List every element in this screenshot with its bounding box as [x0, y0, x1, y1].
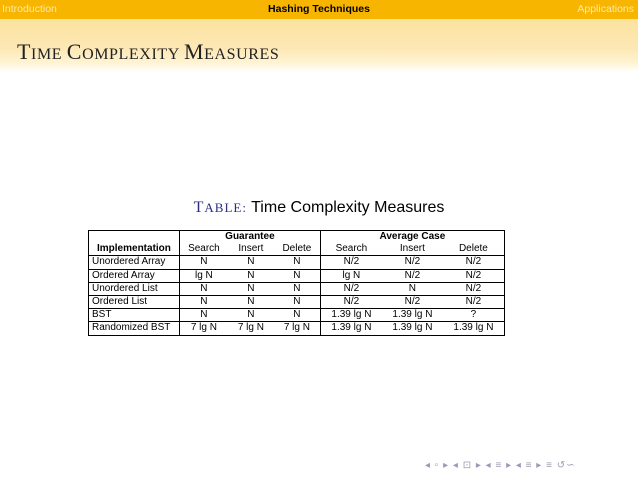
table-cell: N/2: [443, 282, 505, 295]
table-cell: N: [274, 309, 321, 322]
caption-text: Time Complexity Measures: [251, 199, 445, 216]
table-row: [89, 295, 505, 308]
row-label: Ordered Array: [89, 269, 180, 282]
complexity-table: [88, 230, 505, 336]
group-average: Average Case: [320, 231, 504, 244]
table-cell: N/2: [443, 269, 505, 282]
table-cell: lg N: [342, 269, 361, 281]
table-cell: N: [274, 269, 321, 282]
table-row: [89, 256, 505, 269]
table-row: [89, 322, 505, 335]
table-cell: N: [274, 282, 321, 295]
table-cell: 7 lg N: [274, 322, 321, 335]
table-cell: N/2: [343, 296, 360, 308]
table-cell: N: [274, 256, 321, 269]
frame-title-bar: [0, 19, 638, 72]
corner-cell: [89, 231, 180, 244]
table-cell: 1.39 lg N: [331, 309, 372, 321]
table-row: [89, 282, 505, 295]
table-cell: N: [247, 296, 255, 308]
table-cell: lg N: [195, 269, 213, 281]
table-row: [89, 269, 505, 282]
col-header: Insert: [238, 243, 264, 255]
col-header: Delete: [443, 243, 505, 256]
table-cell: N: [200, 296, 208, 308]
table-cell: 1.39 lg N: [392, 309, 433, 321]
nav-current-section[interactable]: Hashing Techniques: [268, 3, 370, 15]
table-cell: N/2: [404, 296, 421, 308]
row-label: Unordered List: [89, 282, 180, 295]
table-cell: 1.39 lg N: [331, 322, 372, 334]
table-cell: N: [247, 269, 255, 281]
group-guarantee: Guarantee: [179, 231, 320, 244]
caption-label: TABLE:: [193, 199, 247, 216]
table-cell: N: [200, 256, 208, 268]
table-cell: N/2: [404, 269, 421, 281]
table-cell: N: [200, 309, 208, 321]
col-header: Search: [335, 243, 368, 255]
row-label: Unordered Array: [89, 256, 180, 269]
table-cell: N: [247, 256, 255, 268]
table-row: [89, 309, 505, 322]
beamer-navigation-controls[interactable]: ◂ ▫ ▸ ◂ ⊡ ▸ ◂ ≡ ▸ ◂ ≡ ▸ ≡ ↺∽: [425, 460, 576, 471]
row-label: Ordered List: [89, 295, 180, 308]
table-cell: N/2: [443, 256, 505, 269]
table-cell: N: [200, 282, 208, 294]
nav-introduction-link[interactable]: Introduction: [2, 3, 57, 15]
table-cell: 7 lg N: [237, 322, 264, 334]
table-cell: N: [274, 295, 321, 308]
table-cell: ?: [443, 309, 505, 322]
col-header: Search: [188, 243, 220, 255]
col-header: Insert: [399, 243, 425, 255]
table-cell: 7 lg N: [190, 322, 217, 334]
table-caption: [0, 199, 638, 217]
table-cell: N/2: [343, 256, 360, 268]
row-label: BST: [89, 309, 180, 322]
header-bar: [0, 0, 638, 19]
nav-applications-link[interactable]: Applications: [577, 3, 634, 15]
table-cell: N: [247, 282, 255, 294]
table-cell: N: [408, 282, 417, 294]
col-header: Delete: [274, 243, 321, 256]
table-cell: 1.39 lg N: [392, 322, 433, 334]
table-cell: 1.39 lg N: [443, 322, 505, 335]
table-cell: N/2: [443, 295, 505, 308]
col-implementation: Implementation: [89, 243, 180, 256]
table-cell: N/2: [343, 282, 360, 294]
table-cell: N: [247, 309, 255, 321]
table-cell: N/2: [404, 256, 421, 268]
frame-title: TIME COMPLEXITY MEASURES: [17, 39, 280, 64]
row-label: Randomized BST: [89, 322, 180, 335]
